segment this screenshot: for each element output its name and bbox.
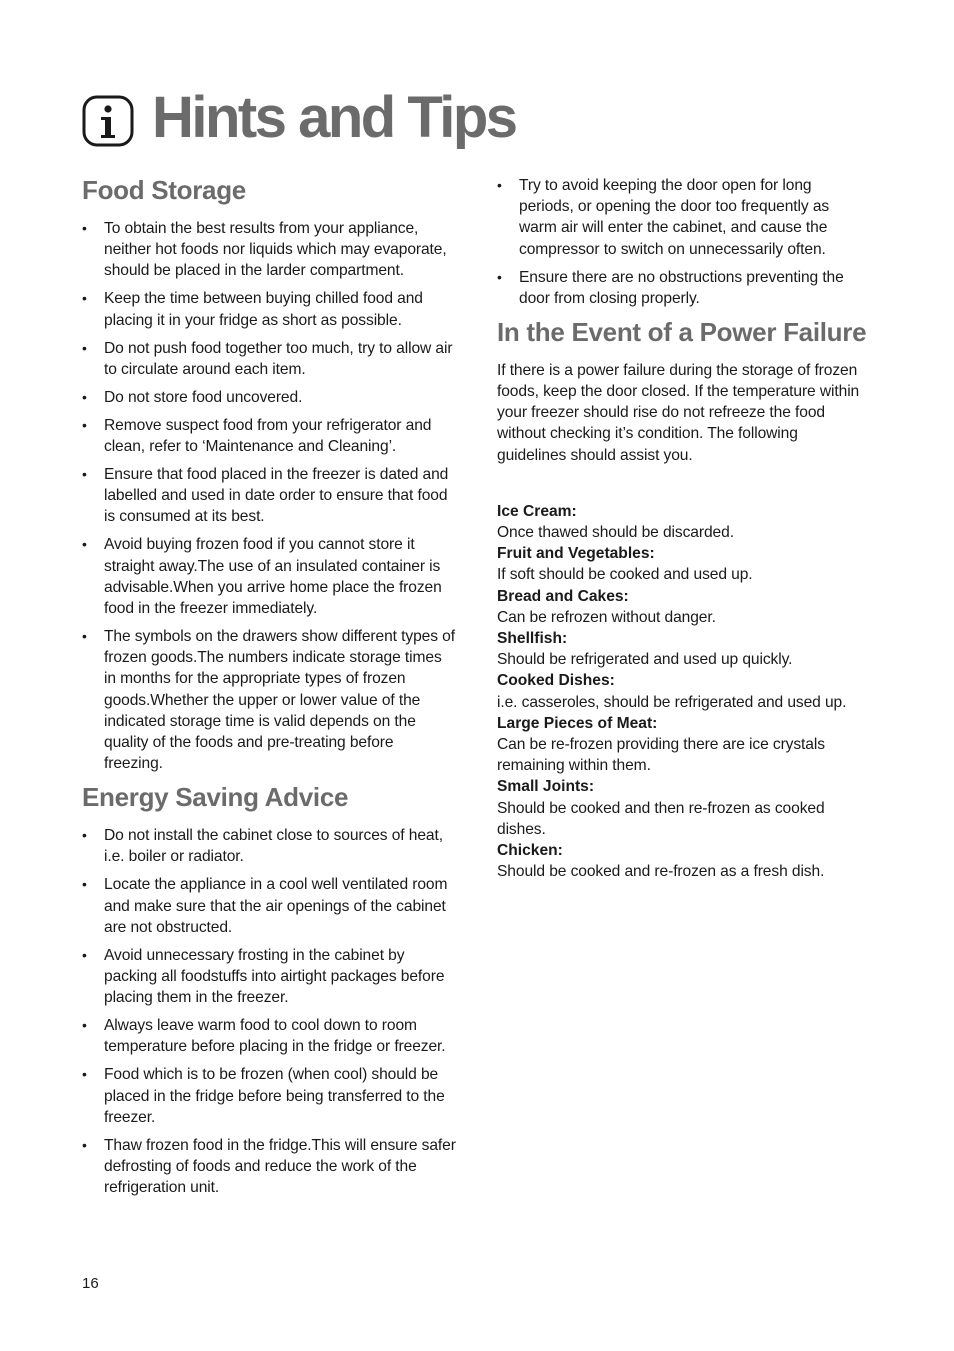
list-item: • Food which is to be frozen (when cool) should be placed in the fridge before being transferred to the freezer. — [82, 1064, 456, 1128]
guideline-desc: Should be refrigerated and used up quickly. — [497, 651, 793, 669]
food-storage-heading: Food Storage — [82, 175, 246, 205]
list-item: • Always leave warm food to cool down to room temperature before placing in the fridge or freezer. — [82, 1015, 456, 1057]
energy-saving-list-continued — [497, 175, 869, 309]
guideline-term: Shellfish: — [497, 630, 568, 648]
list-item: • Do not install the cabinet close to sources of heat, i.e. boiler or radiator. — [82, 825, 456, 867]
list-item: • To obtain the best results from your appliance, neither hot foods nor liquids which may evaporate, should be placed in the larder compartment. — [82, 218, 456, 282]
page-title: Hints and Tips — [152, 85, 516, 150]
guideline-term: Small Joints: — [497, 778, 595, 796]
right-column — [497, 175, 869, 882]
left-column — [82, 170, 456, 1205]
food-storage-list — [82, 218, 456, 774]
guideline-desc: Once thawed should be discarded. — [497, 524, 734, 542]
page-number: 16 — [82, 1275, 99, 1292]
list-item: • Avoid buying frozen food if you cannot store it straight away.The use of an insulated container is advisable.When you arrive home place the frozen food in the freezer immediately. — [82, 534, 456, 619]
guideline-term: Bread and Cakes: — [497, 587, 629, 605]
list-item: • Ensure that food placed in the freezer is dated and labelled and used in date order to ensure that food is consumed at its best. — [82, 464, 456, 528]
energy-saving-heading: Energy Saving Advice — [82, 782, 349, 813]
list-item: • Keep the time between buying chilled food and placing it in your fridge as short as possible. — [82, 288, 456, 330]
power-failure-guidelines — [497, 501, 869, 883]
guideline-term: Cooked Dishes: — [497, 672, 615, 690]
guideline-desc: If soft should be cooked and used up. — [497, 566, 753, 584]
guideline-term: Ice Cream: — [497, 502, 577, 520]
guideline-term: Large Pieces of Meat: — [497, 714, 658, 732]
guideline-term: Chicken: — [497, 842, 563, 860]
info-icon — [82, 95, 134, 147]
list-item: • Locate the appliance in a cool well ventilated room and make sure that the air openings of the cabinet are not obstructed. — [82, 874, 456, 938]
list-item: • The symbols on the drawers show different types of frozen goods.The numbers indicate storage times in months for the appropriate types of frozen goods.Whether the upper or lower value of the indicated storage time is valid depends on the quality of the foods and pre-treating before freezing. — [82, 626, 456, 774]
list-item: • Ensure there are no obstructions preventing the door from closing properly. — [497, 267, 869, 309]
list-item: • Do not push food together too much, try to allow air to circulate around each item. — [82, 338, 456, 380]
guideline-term: Fruit and Vegetables: — [497, 545, 655, 563]
guideline-desc: Should be cooked and then re-frozen as cooked dishes. — [497, 799, 825, 838]
power-failure-intro: If there is a power failure during the storage of frozen foods, keep the door closed. If the temperature within your freezer should rise do not refreeze the food without checking it’s condition. The following guidelines should assist you. — [497, 361, 860, 464]
list-item: • Remove suspect food from your refrigerator and clean, refer to ‘Maintenance and Cleaning’. — [82, 415, 456, 457]
guideline-desc: Can be re-frozen providing there are ice crystals remaining within them. — [497, 736, 825, 775]
guideline-desc: i.e. casseroles, should be refrigerated and used up. — [497, 693, 847, 711]
guideline-desc: Can be refrozen without danger. — [497, 608, 716, 626]
list-item: • Do not store food uncovered. — [82, 387, 456, 408]
energy-saving-list — [82, 825, 456, 1198]
list-item: • Avoid unnecessary frosting in the cabinet by packing all foodstuffs into airtight packages before placing them in the freezer. — [82, 945, 456, 1009]
guideline-desc: Should be cooked and re-frozen as a fresh dish. — [497, 863, 825, 881]
power-failure-heading: In the Event of a Power Failure — [497, 316, 867, 347]
list-item: • Thaw frozen food in the fridge.This will ensure safer defrosting of foods and reduce the work of the refrigeration unit. — [82, 1135, 456, 1199]
list-item: • Try to avoid keeping the door open for long periods, or opening the door too frequently as warm air will enter the cabinet, and cause the compressor to switch on unnecessarily often. — [497, 175, 869, 260]
